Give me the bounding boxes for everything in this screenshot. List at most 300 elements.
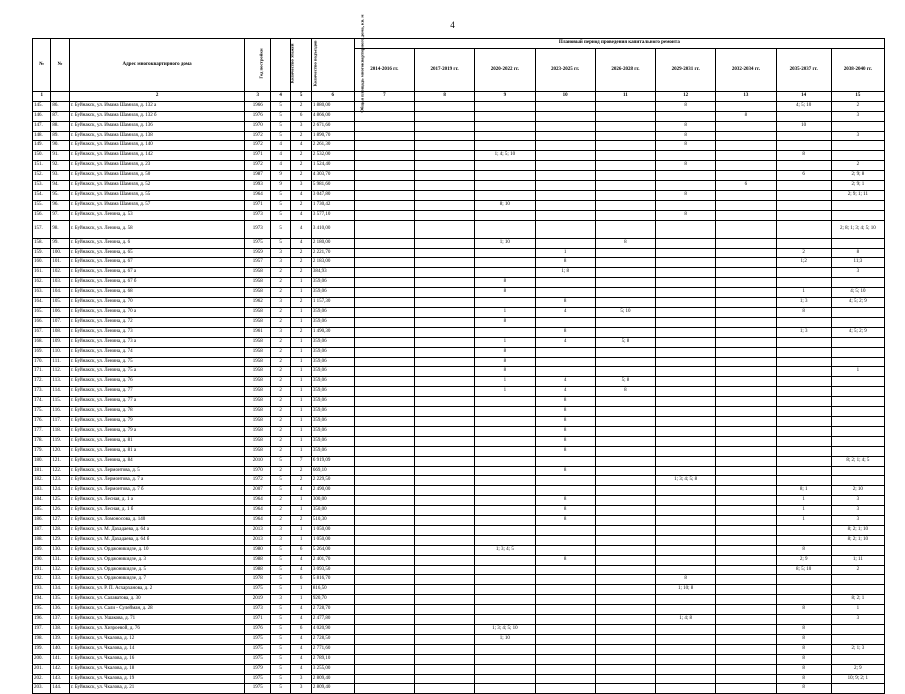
table-cell: г. Буйнакск, ул. Ленина, д. 84: [69, 456, 245, 466]
table-cell: 1975: [245, 644, 271, 654]
table-cell: [354, 357, 414, 367]
table-cell: [414, 575, 474, 585]
table-cell: [716, 555, 776, 565]
table-cell: 2: [291, 171, 311, 181]
table-cell: г. Буйнакск, ул. Ленина, д. 78: [69, 407, 245, 417]
column-number: 3: [245, 91, 271, 101]
table-row: [33, 131, 885, 141]
table-cell: [414, 161, 474, 171]
table-cell: г. Буйнакск, ул. Чкалова, д. 14: [69, 644, 245, 654]
table-cell: [535, 111, 595, 121]
table-cell: [354, 506, 414, 516]
table-cell: [475, 605, 535, 615]
table-cell: 138.: [51, 625, 69, 635]
table-cell: 11;3: [831, 258, 884, 268]
table-cell: [354, 525, 414, 535]
table-cell: [354, 298, 414, 308]
table-cell: 8: [716, 111, 776, 121]
table-cell: [354, 585, 414, 595]
table-cell: [414, 426, 474, 436]
table-cell: [656, 248, 716, 258]
table-cell: 1978: [245, 575, 271, 585]
table-cell: [475, 654, 535, 664]
table-cell: 132.: [51, 565, 69, 575]
table-cell: 2: [270, 308, 290, 318]
table-cell: [354, 426, 414, 436]
table-cell: 359,06: [311, 357, 354, 367]
table-cell: 2: [270, 367, 290, 377]
table-cell: 3: [291, 684, 311, 694]
table-cell: [535, 545, 595, 555]
table-cell: 3: [270, 327, 290, 337]
table-cell: [656, 200, 716, 210]
table-cell: 669,10: [311, 466, 354, 476]
table-cell: г. Буйнакск, ул. Имама Шамиля, д. 55: [69, 190, 245, 200]
table-row: [33, 171, 885, 181]
table-cell: 201.: [33, 664, 51, 674]
table-cell: [414, 298, 474, 308]
table-cell: [414, 436, 474, 446]
table-cell: [776, 141, 831, 151]
table-cell: [656, 387, 716, 397]
table-cell: 6: [291, 545, 311, 555]
table-cell: 2: [291, 101, 311, 111]
table-cell: [475, 516, 535, 526]
table-cell: 359,06: [311, 288, 354, 298]
column-number: 9: [475, 91, 535, 101]
table-cell: 1: [291, 317, 311, 327]
table-cell: 2; 9: [776, 555, 831, 565]
table-cell: 2: [270, 446, 290, 456]
table-cell: [475, 190, 535, 200]
table-cell: 92.: [51, 161, 69, 171]
table-row: [33, 644, 885, 654]
table-cell: г. Буйнакск, ул. Салаватова, д. 30: [69, 595, 245, 605]
table-cell: 1; 10: [475, 238, 535, 248]
table-cell: 1976: [245, 625, 271, 635]
table-cell: 359,06: [311, 377, 354, 387]
table-cell: [414, 151, 474, 161]
table-cell: [475, 210, 535, 220]
table-row: [33, 288, 885, 298]
table-cell: [776, 466, 831, 476]
table-row: [33, 634, 885, 644]
table-cell: [535, 644, 595, 654]
table-cell: [595, 200, 655, 210]
table-cell: [656, 278, 716, 288]
table-cell: [354, 565, 414, 575]
table-cell: 1975: [245, 634, 271, 644]
table-cell: 8: [776, 545, 831, 555]
table-cell: [595, 525, 655, 535]
header-period: 2020-2022 гг.: [475, 48, 535, 91]
table-cell: [354, 327, 414, 337]
table-cell: [475, 565, 535, 575]
table-cell: 8; 2; 1; 10: [831, 525, 884, 535]
table-cell: [656, 525, 716, 535]
table-cell: 1: [291, 426, 311, 436]
table-cell: [656, 181, 716, 191]
table-cell: [716, 664, 776, 674]
table-cell: 1958: [245, 317, 271, 327]
table-cell: г. Буйнакск, ул. Имама Шамиля, д. 132 б: [69, 111, 245, 121]
table-cell: 86.: [51, 101, 69, 111]
table-cell: 359,06: [311, 407, 354, 417]
table-row: [33, 161, 885, 171]
table-cell: 1959: [245, 248, 271, 258]
table-cell: [595, 248, 655, 258]
table-cell: 8: [776, 634, 831, 644]
table-cell: 816,50: [311, 585, 354, 595]
table-cell: 1976: [245, 111, 271, 121]
table-cell: г. Буйнакск, ул. Лермонтова, д. 5: [69, 466, 245, 476]
table-cell: [414, 268, 474, 278]
table-cell: 3: [831, 131, 884, 141]
table-cell: [414, 327, 474, 337]
table-cell: [716, 565, 776, 575]
table-row: [33, 190, 885, 200]
table-cell: 183.: [33, 486, 51, 496]
table-cell: [716, 327, 776, 337]
table-cell: [354, 367, 414, 377]
table-cell: 101.: [51, 258, 69, 268]
table-cell: 158.: [33, 238, 51, 248]
table-cell: [535, 121, 595, 131]
table-cell: [354, 397, 414, 407]
header-num: №: [33, 39, 51, 92]
table-cell: г. Буйнакск, ул. Ленина, д. 79 а: [69, 426, 245, 436]
table-cell: [595, 634, 655, 644]
table-cell: [414, 101, 474, 111]
table-cell: 2: [270, 317, 290, 327]
table-cell: [776, 595, 831, 605]
table-cell: [354, 278, 414, 288]
table-cell: 359,06: [311, 387, 354, 397]
table-cell: 1; 3: [776, 327, 831, 337]
table-cell: 153.: [33, 181, 51, 191]
table-cell: 6: [776, 171, 831, 181]
table-cell: [475, 248, 535, 258]
table-cell: [414, 555, 474, 565]
table-cell: [716, 625, 776, 635]
table-cell: 168.: [33, 337, 51, 347]
table-cell: [831, 397, 884, 407]
table-cell: [716, 525, 776, 535]
table-cell: 2; 8; 1; 3; 4; 5; 10: [831, 220, 884, 238]
table-row: [33, 684, 885, 694]
table-cell: 1972: [245, 476, 271, 486]
table-cell: [414, 141, 474, 151]
table-cell: [414, 456, 474, 466]
table-cell: 91.: [51, 151, 69, 161]
table-cell: 2007: [245, 486, 271, 496]
table-row: [33, 268, 885, 278]
table-cell: 129.: [51, 535, 69, 545]
table-row: [33, 595, 885, 605]
table-cell: 128.: [51, 525, 69, 535]
table-cell: 4: [291, 654, 311, 664]
table-cell: 2: [270, 387, 290, 397]
table-cell: 8: [776, 625, 831, 635]
table-cell: 3 410,00: [311, 220, 354, 238]
table-cell: 149.: [33, 141, 51, 151]
table-cell: 1: [475, 308, 535, 318]
table-cell: [716, 288, 776, 298]
table-cell: 167.: [33, 327, 51, 337]
table-cell: [656, 288, 716, 298]
table-cell: [595, 466, 655, 476]
table-cell: 117.: [51, 416, 69, 426]
table-row: [33, 456, 885, 466]
table-cell: [831, 684, 884, 694]
table-row: [33, 674, 885, 684]
table-cell: 8: [475, 357, 535, 367]
table-cell: [354, 111, 414, 121]
table-cell: [831, 308, 884, 318]
table-cell: 300,00: [311, 496, 354, 506]
table-cell: [535, 288, 595, 298]
table-cell: г. Буйнакск, ул. Ленина, д. 67: [69, 258, 245, 268]
table-cell: [776, 337, 831, 347]
table-cell: 1: [776, 496, 831, 506]
table-cell: [535, 347, 595, 357]
table-cell: [595, 535, 655, 545]
table-cell: [414, 535, 474, 545]
table-cell: г. Буйнакск, ул. Имама Шамиля, д. 136: [69, 121, 245, 131]
table-cell: [656, 684, 716, 694]
table-cell: 2: [270, 377, 290, 387]
table-cell: 3: [291, 181, 311, 191]
table-cell: 8: [776, 654, 831, 664]
table-cell: г. Буйнакск, ул. Имама Шамиля, д. 23: [69, 161, 245, 171]
table-cell: 1; 3; 4; 5: [475, 545, 535, 555]
table-cell: [535, 585, 595, 595]
table-cell: 4: [291, 555, 311, 565]
table-cell: [716, 446, 776, 456]
table-row: [33, 605, 885, 615]
table-cell: [414, 407, 474, 417]
table-row: [33, 555, 885, 565]
table-cell: 2: [291, 268, 311, 278]
table-cell: 5: [270, 565, 290, 575]
table-cell: 8: [475, 278, 535, 288]
table-row: [33, 258, 885, 268]
table-cell: [831, 436, 884, 446]
table-cell: 1975: [245, 238, 271, 248]
table-cell: г. Буйнакск, ул. Имама Шамиля, д. 140: [69, 141, 245, 151]
table-cell: 2 771,60: [311, 644, 354, 654]
table-cell: [414, 210, 474, 220]
table-cell: 5; 10: [595, 308, 655, 318]
table-cell: [535, 625, 595, 635]
table-cell: 193.: [33, 585, 51, 595]
table-cell: [475, 131, 535, 141]
table-cell: 8: [535, 446, 595, 456]
table-cell: 5: [270, 644, 290, 654]
table-cell: 2: [270, 397, 290, 407]
table-cell: [776, 525, 831, 535]
table-cell: [776, 426, 831, 436]
table-cell: [475, 397, 535, 407]
table-cell: [414, 220, 474, 238]
table-cell: 2; 9; 1; 11: [831, 190, 884, 200]
table-cell: 99.: [51, 238, 69, 248]
table-cell: [475, 181, 535, 191]
table-cell: 135.: [51, 595, 69, 605]
table-cell: г. Буйнакск, ул. М. Дахадаева, д. 64 а: [69, 525, 245, 535]
table-cell: [656, 258, 716, 268]
table-cell: [354, 466, 414, 476]
table-cell: 3 577,10: [311, 210, 354, 220]
table-cell: 124.: [51, 486, 69, 496]
table-cell: [414, 476, 474, 486]
table-cell: [776, 377, 831, 387]
table-cell: 2013: [245, 525, 271, 535]
header-period: 2029-2031 гг.: [656, 48, 716, 91]
column-number: 10: [535, 91, 595, 101]
table-cell: [716, 634, 776, 644]
table-cell: [414, 131, 474, 141]
table-cell: [831, 575, 884, 585]
table-cell: 137.: [51, 615, 69, 625]
table-cell: [414, 615, 474, 625]
table-row: [33, 248, 885, 258]
table-cell: [656, 220, 716, 238]
table-cell: [776, 585, 831, 595]
table-cell: 5: [270, 664, 290, 674]
table-cell: [475, 121, 535, 131]
table-cell: [535, 238, 595, 248]
table-cell: 1: [291, 377, 311, 387]
column-number: 6: [311, 91, 354, 101]
table-cell: [656, 456, 716, 466]
table-cell: 3: [291, 121, 311, 131]
table-cell: [475, 258, 535, 268]
table-cell: 4: [291, 605, 311, 615]
table-cell: 155.: [33, 200, 51, 210]
table-cell: [354, 337, 414, 347]
table-cell: [354, 181, 414, 191]
table-cell: 1973: [245, 605, 271, 615]
table-cell: г. Буйнакск, ул. Ленина, д. 70 а: [69, 308, 245, 318]
header-entrances: Количество подъездов: [291, 39, 311, 92]
table-cell: г. Буйнакск, ул. Ленина, д. 75: [69, 357, 245, 367]
table-cell: [414, 317, 474, 327]
table-cell: [716, 200, 776, 210]
table-cell: 174.: [33, 397, 51, 407]
table-cell: [595, 101, 655, 111]
table-cell: [831, 585, 884, 595]
table-cell: 2: [270, 416, 290, 426]
table-cell: г. Буйнакск, ул. Ленина, д. 81 а: [69, 446, 245, 456]
table-cell: [716, 674, 776, 684]
table-cell: 359,06: [311, 347, 354, 357]
table-cell: 1958: [245, 308, 271, 318]
table-cell: 359,06: [311, 337, 354, 347]
table-cell: [475, 595, 535, 605]
table-cell: 2: [291, 476, 311, 486]
table-cell: [595, 210, 655, 220]
table-cell: 2 229,50: [311, 476, 354, 486]
table-cell: [354, 200, 414, 210]
table-cell: г. Буйнакск, ул. Ленина, д. 77 а: [69, 397, 245, 407]
table-cell: 195.: [33, 605, 51, 615]
table-cell: 5: [270, 111, 290, 121]
table-cell: [595, 426, 655, 436]
table-cell: 1958: [245, 367, 271, 377]
table-cell: 165.: [33, 308, 51, 318]
table-row: [33, 496, 885, 506]
table-cell: [595, 220, 655, 238]
page-number: 4: [450, 20, 455, 30]
table-cell: г. Буйнакск, ул. Ленина, д. 72: [69, 317, 245, 327]
table-cell: 203.: [33, 684, 51, 694]
table-cell: 133.: [51, 575, 69, 585]
table-row: [33, 200, 885, 210]
table-cell: 171.: [33, 367, 51, 377]
table-cell: 130.: [51, 545, 69, 555]
table-cell: [656, 308, 716, 318]
table-cell: 8: [656, 161, 716, 171]
table-cell: [595, 347, 655, 357]
table-cell: [656, 151, 716, 161]
table-cell: [716, 535, 776, 545]
table-cell: [831, 278, 884, 288]
table-cell: 8: [475, 317, 535, 327]
table-cell: 1958: [245, 377, 271, 387]
table-cell: 5: [270, 200, 290, 210]
table-row: [33, 585, 885, 595]
table-cell: [656, 555, 716, 565]
table-cell: 192.: [33, 575, 51, 585]
table-cell: 5: [270, 121, 290, 131]
table-row: [33, 367, 885, 377]
table-cell: [475, 327, 535, 337]
table-cell: [535, 190, 595, 200]
table-cell: [595, 171, 655, 181]
table-cell: [776, 407, 831, 417]
table-cell: 177.: [33, 426, 51, 436]
table-cell: [831, 634, 884, 644]
table-cell: 1; 11: [831, 555, 884, 565]
table-cell: 8: [595, 238, 655, 248]
table-cell: 151.: [33, 161, 51, 171]
table-row: [33, 625, 885, 635]
table-cell: 1971: [245, 615, 271, 625]
table-cell: 2010: [245, 456, 271, 466]
table-cell: 4: [270, 161, 290, 171]
table-cell: 4: [291, 238, 311, 248]
table-cell: 2: [291, 258, 311, 268]
table-cell: [831, 317, 884, 327]
table-cell: [716, 545, 776, 555]
table-cell: [595, 516, 655, 526]
table-cell: 1: [776, 516, 831, 526]
table-cell: 2 221,70: [311, 248, 354, 258]
table-cell: 3: [270, 525, 290, 535]
table-cell: 1958: [245, 407, 271, 417]
table-cell: [475, 426, 535, 436]
table-cell: [475, 615, 535, 625]
table-cell: [716, 684, 776, 694]
table-cell: г. Буйнакск, ул. Хизроевой, д. 76: [69, 625, 245, 635]
table-cell: 8; 2; 1; 10: [831, 535, 884, 545]
table-cell: [414, 506, 474, 516]
table-cell: 5 981,60: [311, 181, 354, 191]
table-cell: [776, 220, 831, 238]
table-cell: 1958: [245, 397, 271, 407]
table-cell: 8: [776, 674, 831, 684]
